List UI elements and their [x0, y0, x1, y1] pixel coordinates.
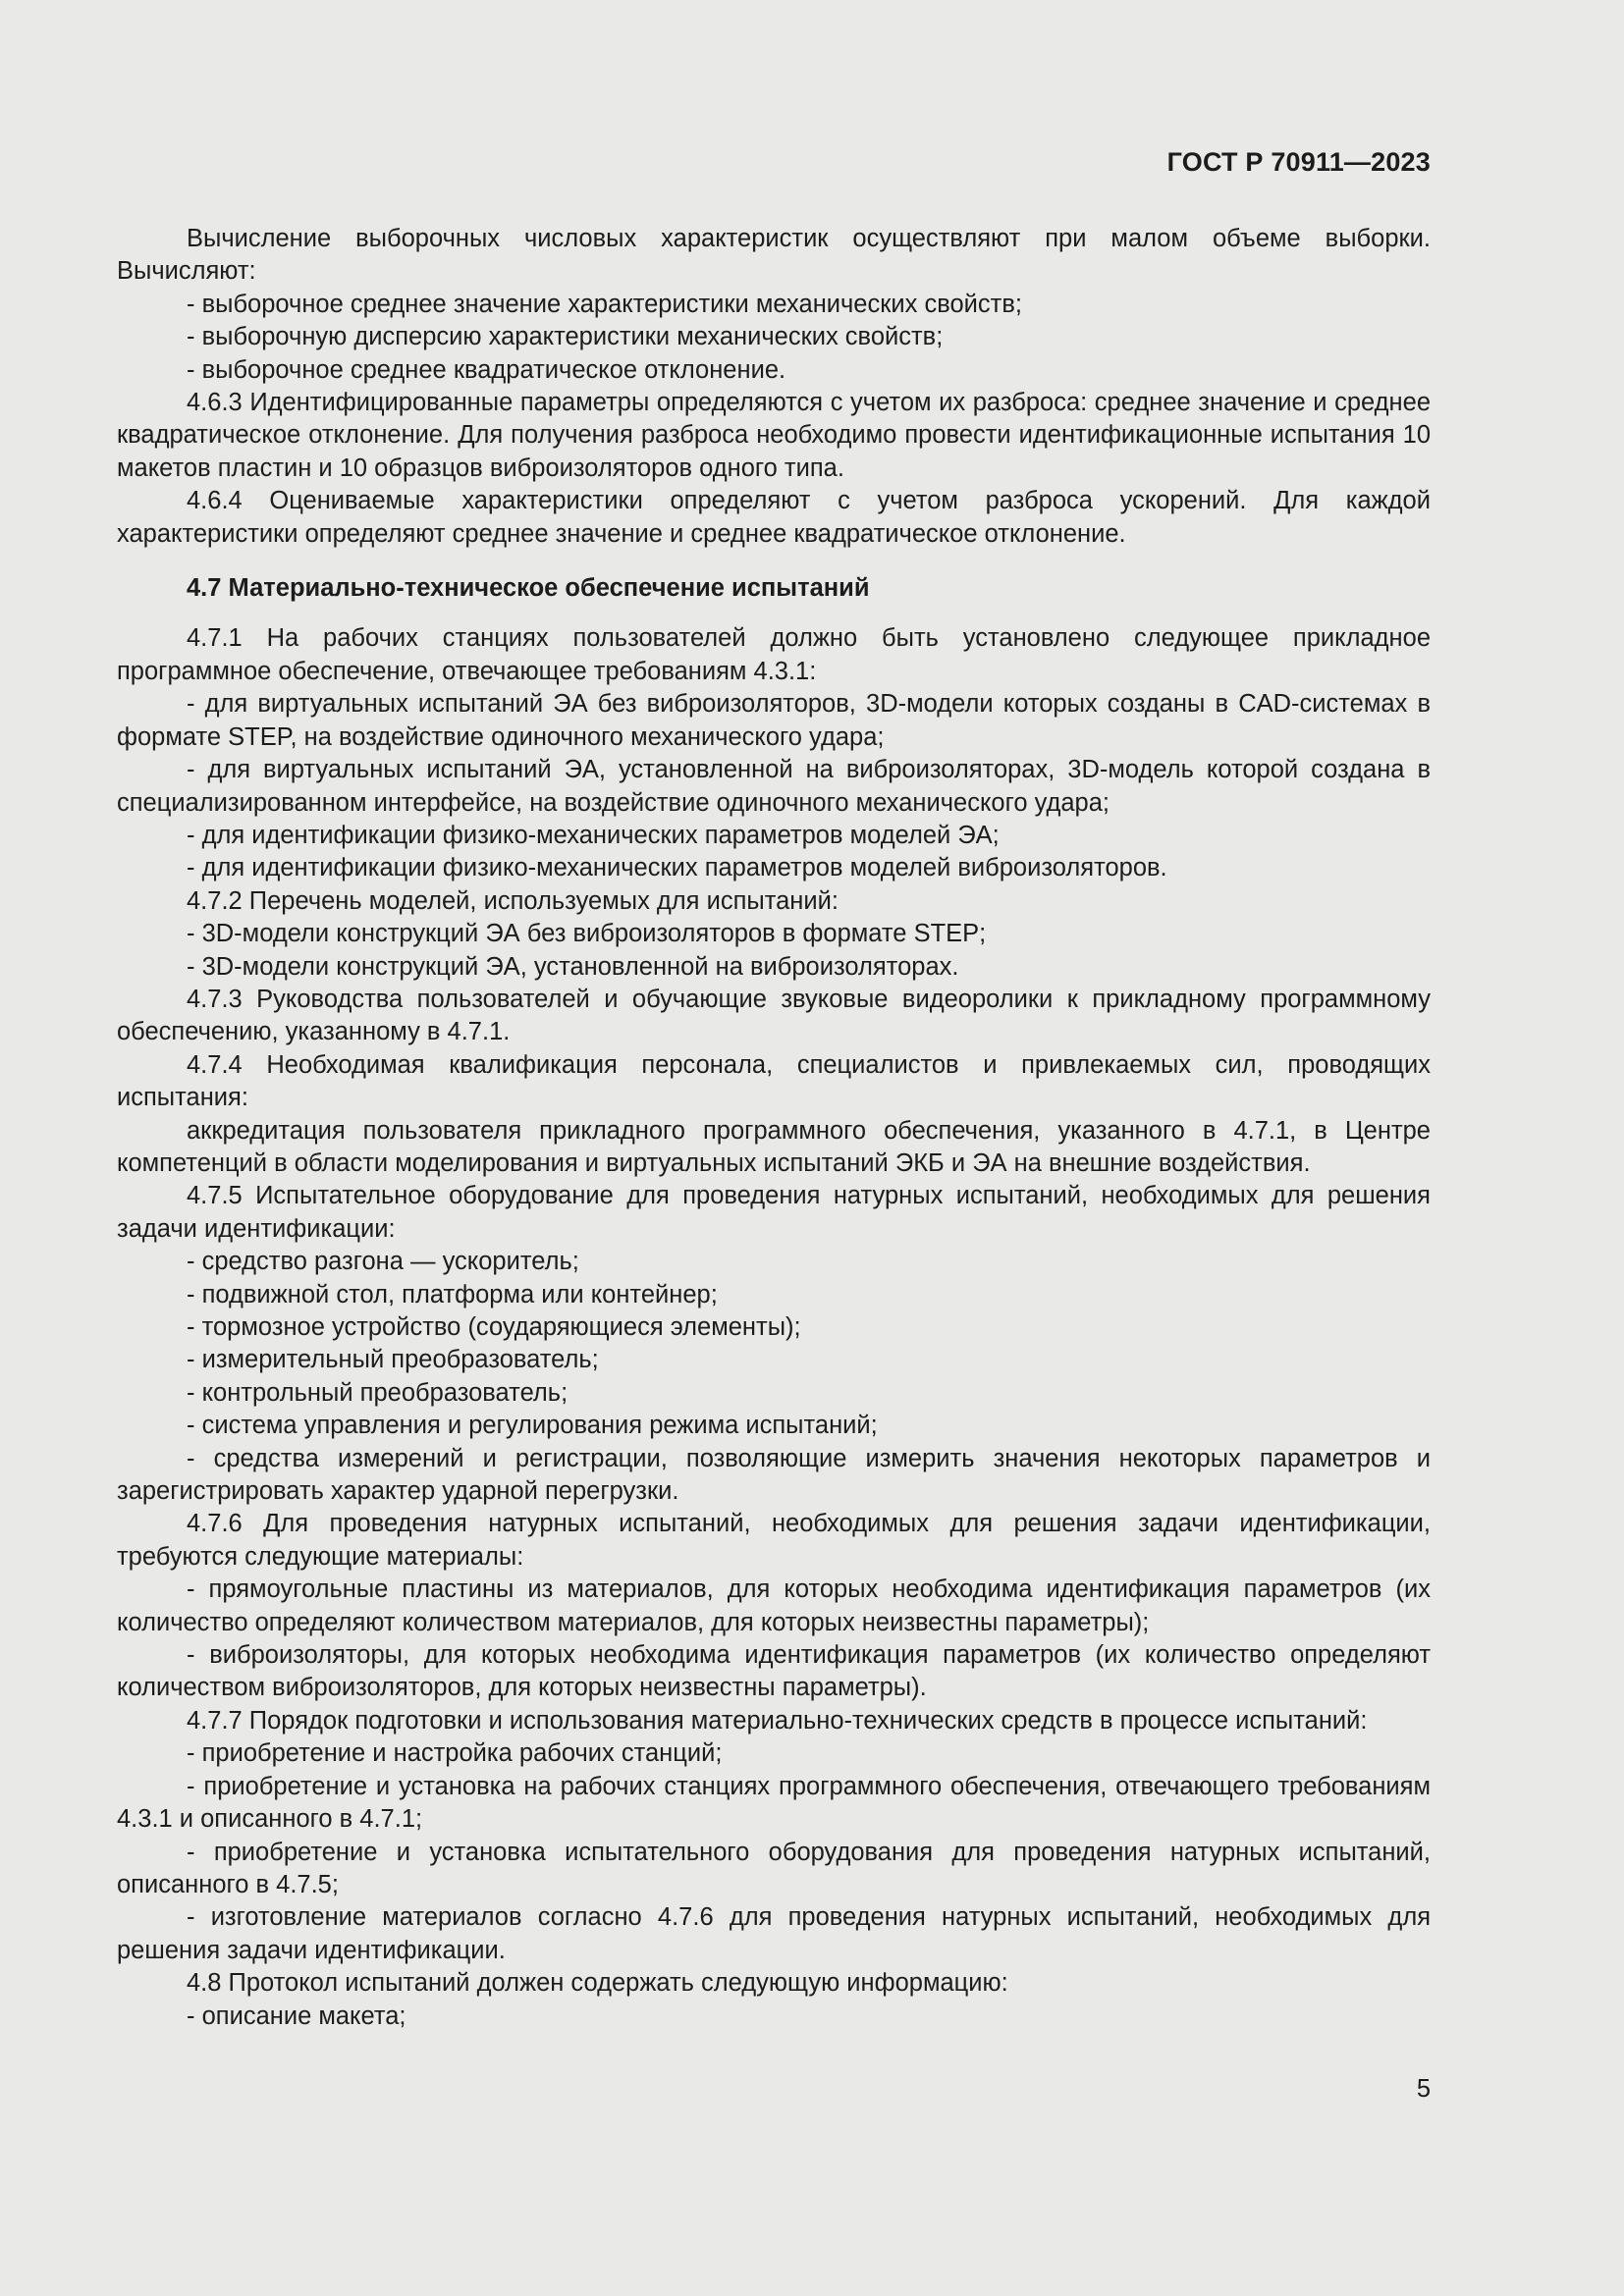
list-item: - для идентификации физико-механических параметров моделей ЭА;	[117, 820, 1431, 852]
list-item: - виброизоляторы, для которых необходима идентификация параметров (их количество определяют количеством виброизоляторов, для которых неизвестны параметры).	[117, 1639, 1431, 1705]
paragraph: аккредитация пользователя прикладного программного обеспечения, указанного в 4.7.1, в Центре компетенций в области моделирования и виртуальных испытаний ЭКБ и ЭА на внешние воздействия.	[117, 1116, 1431, 1177]
list-item: - система управления и регулирования режима испытаний;	[117, 1410, 1431, 1442]
paragraph: 4.7.7 Порядок подготовки и использования материально-технических средств в процессе испытаний:	[187, 1706, 1368, 1735]
document-body	[117, 223, 1431, 2033]
list-item: - средство разгона — ускоритель;	[117, 1246, 1431, 1278]
paragraph: 4.7.6 Для проведения натурных испытаний, необходимых для решения задачи идентификации, требуются следующие материалы:	[117, 1510, 1431, 1571]
list-item: - для виртуальных испытаний ЭА без виброизоляторов, 3D-модели которых созданы в CAD-системах в формате STEP, на воздействие одиночного механического удара;	[117, 688, 1431, 754]
list-item: - 3D-модели конструкций ЭА без виброизоляторов в формате STEP;	[117, 918, 1431, 950]
list-item: - для идентификации физико-механических параметров моделей виброизоляторов.	[117, 852, 1431, 884]
paragraph: 4.7.2 Перечень моделей, используемых для испытаний:	[187, 886, 839, 915]
list-item: - выборочную дисперсию характеристики механических свойств;	[117, 321, 1431, 353]
list-item: - прямоугольные пластины из материалов, для которых необходима идентификация параметров (их количество определяют количеством материалов, для которых неизвестны параметры);	[117, 1574, 1431, 1639]
paragraph: 4.7.4 Необходимая квалификация персонала, специалистов и привлекаемых сил, проводящих испытания:	[117, 1050, 1431, 1112]
paragraph: 4.7.1 На рабочих станциях пользователей должно быть установлено следующее прикладное программное обеспечение, отвечающее требованиям 4.3.1:	[117, 624, 1431, 685]
list-item: - измерительный преобразователь;	[117, 1344, 1431, 1376]
list-item: - выборочное среднее значение характеристики механических свойств;	[117, 289, 1431, 321]
page-number: 5	[1416, 2075, 1431, 2103]
list-item: - подвижной стол, платформа или контейнер;	[117, 1279, 1431, 1311]
list-item: - описание макета;	[117, 2001, 1431, 2033]
paragraph: 4.7.5 Испытательное оборудование для проведения натурных испытаний, необходимых для решения задачи идентификации:	[117, 1182, 1431, 1243]
paragraph: 4.6.4 Оцениваемые характеристики определяют с учетом разброса ускорений. Для каждой характеристики определяют среднее значение и среднее квадратическое отклонение.	[117, 487, 1431, 548]
list-item: - средства измерений и регистрации, позволяющие измерить значения некоторых параметров и зарегистрировать характер ударной перегрузки.	[117, 1443, 1431, 1509]
paragraph: 4.6.3 Идентифицированные параметры определяются с учетом их разброса: среднее значение и среднее квадратическое отклонение. Для получения разброса необходимо провести идентификационные испытания 10 макетов пластин и 10 образцов виброизоляторов одного типа.	[117, 389, 1431, 482]
document-header-title: ГОСТ Р 70911—2023	[1166, 147, 1431, 177]
list-item: - 3D-модели конструкций ЭА, установленной на виброизоляторах.	[117, 951, 1431, 984]
paragraph: 4.8 Протокол испытаний должен содержать следующую информацию:	[187, 1969, 1008, 1998]
list-item: - тормозное устройство (соударяющиеся элементы);	[117, 1311, 1431, 1344]
list-item: - выборочное среднее квадратическое отклонение.	[117, 354, 1431, 387]
list-item: - приобретение и настройка рабочих станций;	[117, 1737, 1431, 1770]
paragraph: Вычисление выборочных числовых характеристик осуществляют при малом объеме выборки. Вычисляют:	[117, 225, 1431, 286]
section-heading: 4.7 Материально-техническое обеспечение испытаний	[187, 574, 870, 603]
list-item: - для виртуальных испытаний ЭА, установленной на виброизоляторах, 3D-модель которой создана в специализированном интерфейсе, на воздействие одиночного механического удара;	[117, 754, 1431, 820]
list-item: - изготовление материалов согласно 4.7.6 для проведения натурных испытаний, необходимых для решения задачи идентификации.	[117, 1901, 1431, 1967]
list-item: - приобретение и установка испытательного оборудования для проведения натурных испытаний, описанного в 4.7.5;	[117, 1837, 1431, 1902]
list-item: - приобретение и установка на рабочих станциях программного обеспечения, отвечающего требованиям 4.3.1 и описанного в 4.7.1;	[117, 1771, 1431, 1837]
paragraph: 4.7.3 Руководства пользователей и обучающие звуковые видеоролики к прикладному программному обеспечению, указанному в 4.7.1.	[117, 985, 1431, 1046]
list-item: - контрольный преобразователь;	[117, 1377, 1431, 1410]
